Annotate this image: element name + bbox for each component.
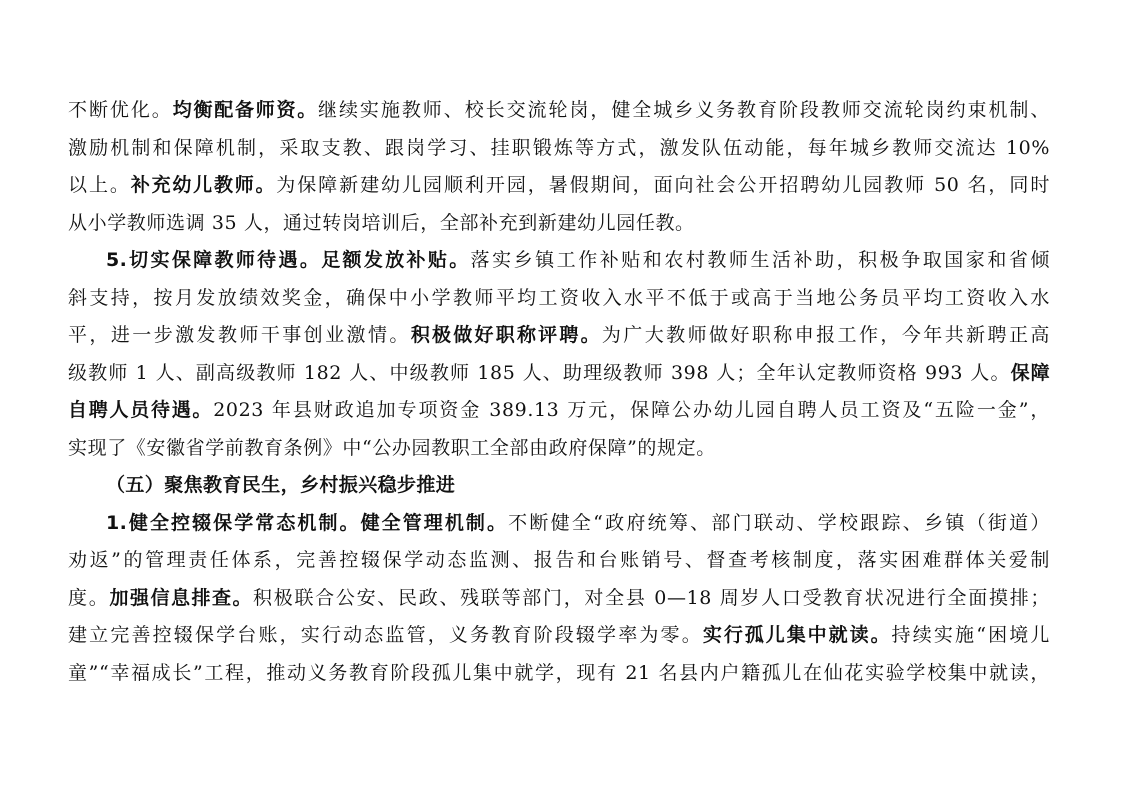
bold-phrase: 1.健全控辍保学常态机制。 [106, 511, 361, 534]
bold-phrase: 5.切实保障教师待遇。 [106, 249, 322, 271]
text-line [68, 355, 1050, 393]
text-run: 劝返”的管理责任体系，完善控辍保学动态监测、报告和台账销号、督查考核制度，落实困难群体关爱制 [68, 549, 1050, 571]
bold-phrase: 自聘人员待遇。 [68, 399, 214, 421]
text-run: 斜支持，按月发放绩效奖金，确保中小学教师平均工资收入水平不低于或高于当地公务员平均工资收入水 [68, 286, 1050, 309]
text-line [68, 280, 1050, 318]
text-line [68, 130, 1050, 168]
text-line [68, 242, 1050, 280]
section-heading [68, 467, 1050, 505]
text-run: 激励机制和保障机制，采取支教、跟岗学习、挂职锻炼等方式，激发队伍动能，每年城乡教师交流达 10% [68, 136, 1050, 159]
text-run: 实现了《安徽省学前教育条例》中“公办园教职工全部由政府保障”的规定。 [68, 436, 716, 459]
text-line [68, 430, 1050, 468]
text-run: 度。 [68, 586, 110, 609]
bold-phrase: 补充幼儿教师。 [130, 174, 277, 196]
bold-phrase: 健全管理机制。 [360, 511, 509, 534]
text-run: 以上。 [68, 174, 131, 196]
text-run: 建立完善控辍保学台账，实行动态监管，义务教育阶段辍学率为零。 [68, 624, 703, 646]
text-line [68, 580, 1050, 618]
text-line [68, 655, 1050, 693]
text-run: 童”“幸福成长”工程，推动义务教育阶段孤儿集中就学，现有 21 名县内户籍孤儿在仙花实验学校集中就读， [68, 661, 1050, 684]
text-run: 持续实施“困境儿 [891, 624, 1050, 646]
text-run: 不断健全“政府统筹、部门联动、学校跟踪、乡镇（街道） [508, 511, 1050, 534]
text-run: 为广大教师做好职称申报工作，今年共新聘正高 [601, 324, 1050, 346]
text-run: 落实乡镇工作补贴和农村教师生活补助，积极争取国家和省倾 [470, 249, 1051, 271]
bold-phrase: 加强信息排查。 [109, 586, 254, 609]
bold-phrase: 保障 [1010, 361, 1050, 384]
text-run: 平，进一步激发教师干事创业激情。 [68, 324, 411, 346]
text-line [68, 392, 1050, 430]
text-run: 2023 年县财政追加专项资金 389.13 万元，保障公办幼儿园自聘人员工资及“五险一金”， [213, 399, 1050, 421]
text-run: 级教师 1 人、副高级教师 182 人、中级教师 185 人、助理级教师 398 人；全年认定教师资格 993 人。 [68, 361, 1011, 384]
text-run: 从小学教师选调 35 人，通过转岗培训后，全部补充到新建幼儿园任教。 [68, 211, 695, 234]
text-run: 积极联合公安、民政、残联等部门，对全县 0—18 周岁人口受教育状况进行全面摸排； [253, 586, 1051, 609]
text-line [68, 617, 1050, 655]
text-line [68, 92, 1050, 130]
text-line [68, 167, 1050, 205]
text-line [68, 205, 1050, 243]
text-run: 继续实施教师、校长交流轮岗，健全城乡义务教育阶段教师交流轮岗约束机制、 [318, 99, 1050, 121]
bold-phrase: 足额发放补贴。 [321, 249, 471, 271]
text-run: 为保障新建幼儿园顺利开园，暑假期间，面向社会公开招聘幼儿园教师 50 名，同时 [276, 174, 1050, 196]
bold-phrase: 积极做好职称评聘。 [410, 324, 602, 346]
document-body [68, 92, 1050, 692]
text-line [68, 505, 1050, 543]
text-run: 不断优化。 [68, 99, 173, 121]
text-line [68, 317, 1050, 355]
text-line [68, 542, 1050, 580]
bold-phrase: 均衡配备师资。 [172, 99, 319, 121]
bold-phrase: 实行孤儿集中就读。 [702, 624, 892, 646]
bold-phrase: （五）聚焦教育民生，乡村振兴稳步推进 [106, 474, 456, 496]
